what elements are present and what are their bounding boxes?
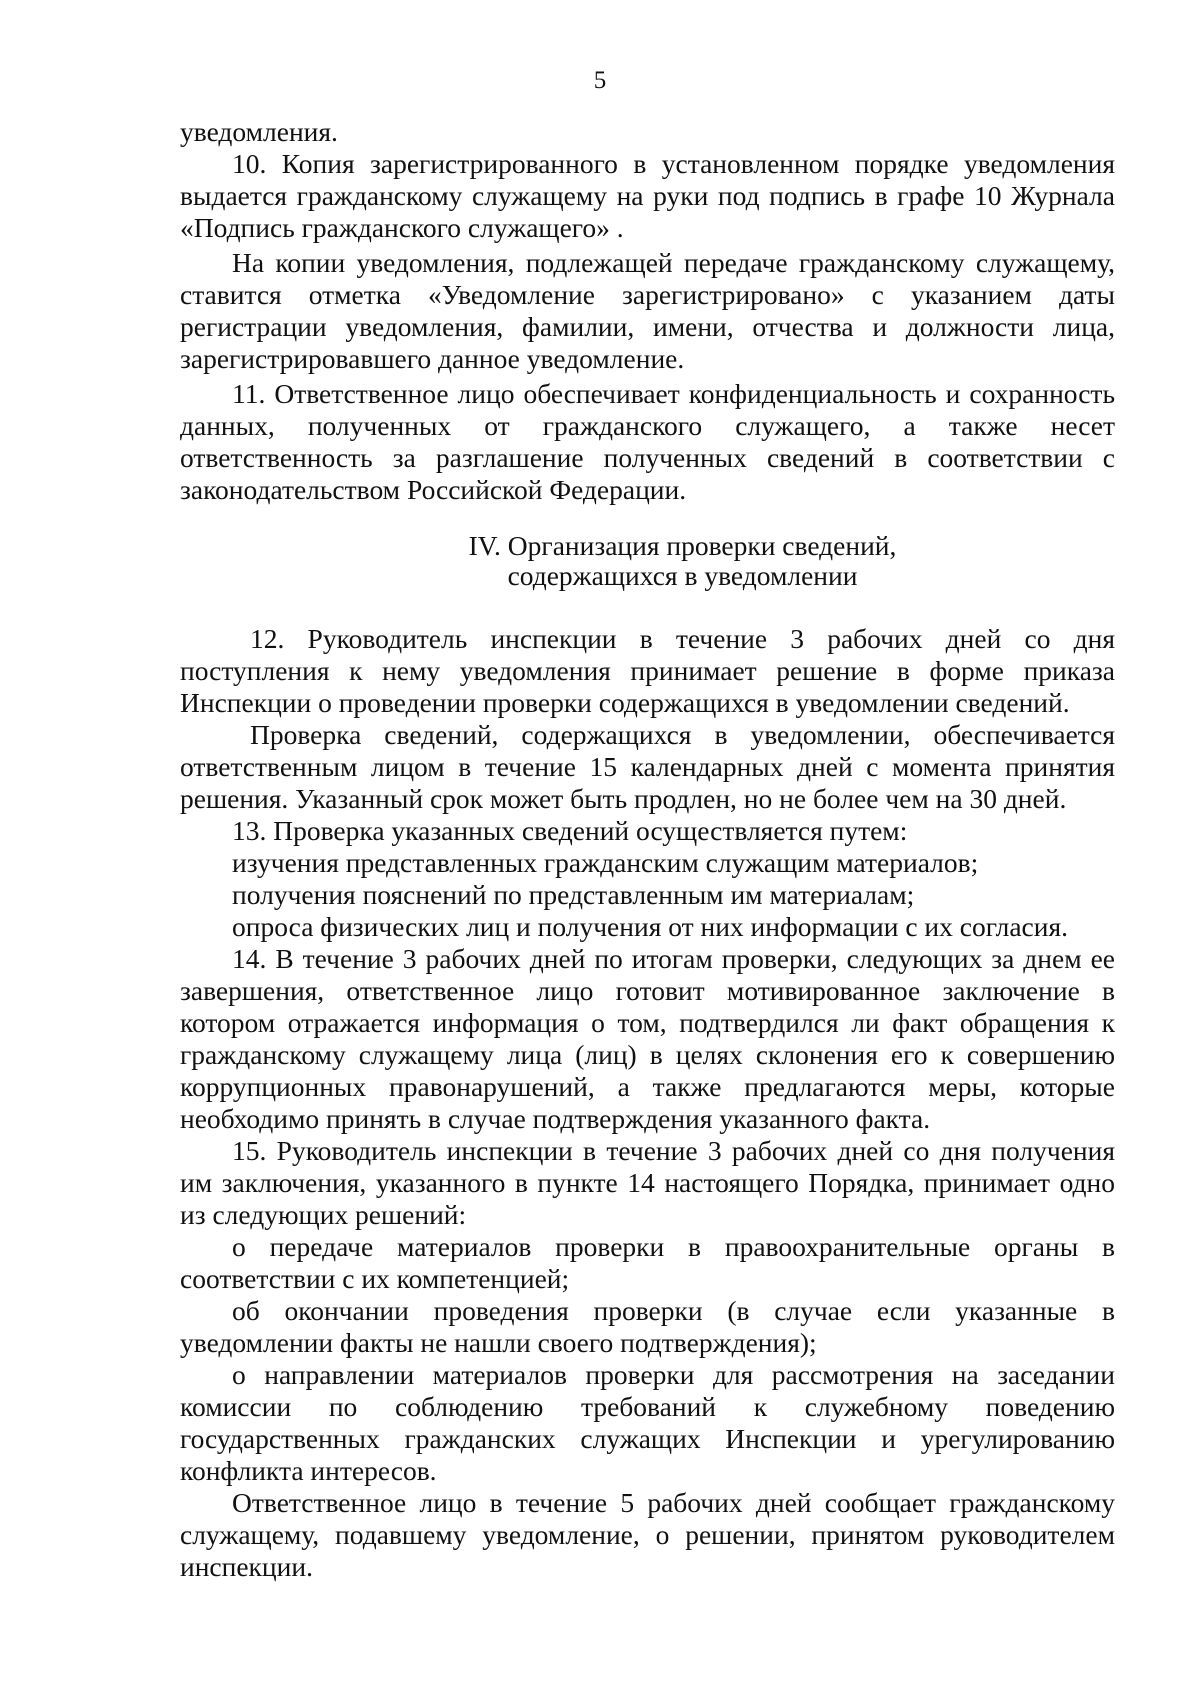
- section-heading-line-1: IV. Организация проверки сведений,: [468, 530, 897, 561]
- paragraph-15-option-3: о направлении материалов проверки для рассмотрения на заседании комиссии по соблюдению требований к служебному поведению государственных гражданских служащих Инспекции и урегулированию конфликта интересов.: [180, 1359, 1115, 1486]
- page-number: 5: [593, 67, 607, 94]
- paragraph-11: 11. Ответственное лицо обеспечивает конфиденциальность и сохранность данных, полученных от гражданского служащего, а также несет ответственность за разглашение полученных сведений в соответствии с законодательством Российской Федерации.: [180, 378, 1115, 505]
- paragraph-13: 13. Проверка указанных сведений осуществляется путем:: [232, 815, 908, 846]
- paragraph-10-copy-marking: На копии уведомления, подлежащей передаче гражданскому служащему, ставится отметка «Уведомление зарегистрировано» с указанием даты регистрации уведомления, фамилии, имени, отчества и должности лица, зарегистрировавшего данное уведомление.: [180, 247, 1115, 374]
- section-heading-line-2: содержащихся в уведомлении: [507, 560, 858, 591]
- paragraph-13-item-1: изучения представленных гражданским служащим материалов;: [232, 847, 979, 878]
- paragraph-10: 10. Копия зарегистрированного в установленном порядке уведомления выдается гражданскому служащему на руки под подпись в графе 10 Журнала «Подпись гражданского служащего» .: [180, 148, 1115, 243]
- paragraph-14: 14. В течение 3 рабочих дней по итогам проверки, следующих за днем ее завершения, ответственное лицо готовит мотивированное заключение в котором отражается информация о том, подтвердился ли факт обращения к гражданскому служащему лица (лиц) в целях склонения его к совершению коррупционных правонарушений, а также предлагаются меры, которые необходимо принять в случае подтверждения указанного факта.: [180, 943, 1115, 1134]
- paragraph-15-option-2: об окончании проведения проверки (в случае если указанные в уведомлении факты не нашли своего подтверждения);: [180, 1295, 1115, 1358]
- section-heading: [180, 531, 1115, 591]
- paragraph-continuation: уведомления.: [180, 116, 338, 147]
- paragraph-15-option-1: о передаче материалов проверки в правоохранительные органы в соответствии с их компетенцией;: [180, 1231, 1115, 1294]
- paragraph-13-item-3: опроса физических лиц и получения от них информации с их согласия.: [232, 911, 1068, 942]
- paragraph-12: 12. Руководитель инспекции в течение 3 рабочих дней со дня поступления к нему уведомления принимает решение в форме приказа Инспекции о проведении проверки содержащихся в уведомлении сведений.: [180, 623, 1115, 718]
- document-body: [180, 116, 1115, 1583]
- paragraph-final-notification: Ответственное лицо в течение 5 рабочих дней сообщает гражданскому служащему, подавшему уведомление, о решении, принятом руководителем инспекции.: [180, 1487, 1115, 1582]
- paragraph-12-check: Проверка сведений, содержащихся в уведомлении, обеспечивается ответственным лицом в течение 15 календарных дней с момента принятия решения. Указанный срок может быть продлен, но не более чем на 30 дней.: [180, 719, 1115, 814]
- paragraph-15: 15. Руководитель инспекции в течение 3 рабочих дней со дня получения им заключения, указанного в пункте 14 настоящего Порядка, принимает одно из следующих решений:: [180, 1135, 1115, 1230]
- paragraph-13-item-2: получения пояснений по представленным им материалам;: [232, 879, 915, 910]
